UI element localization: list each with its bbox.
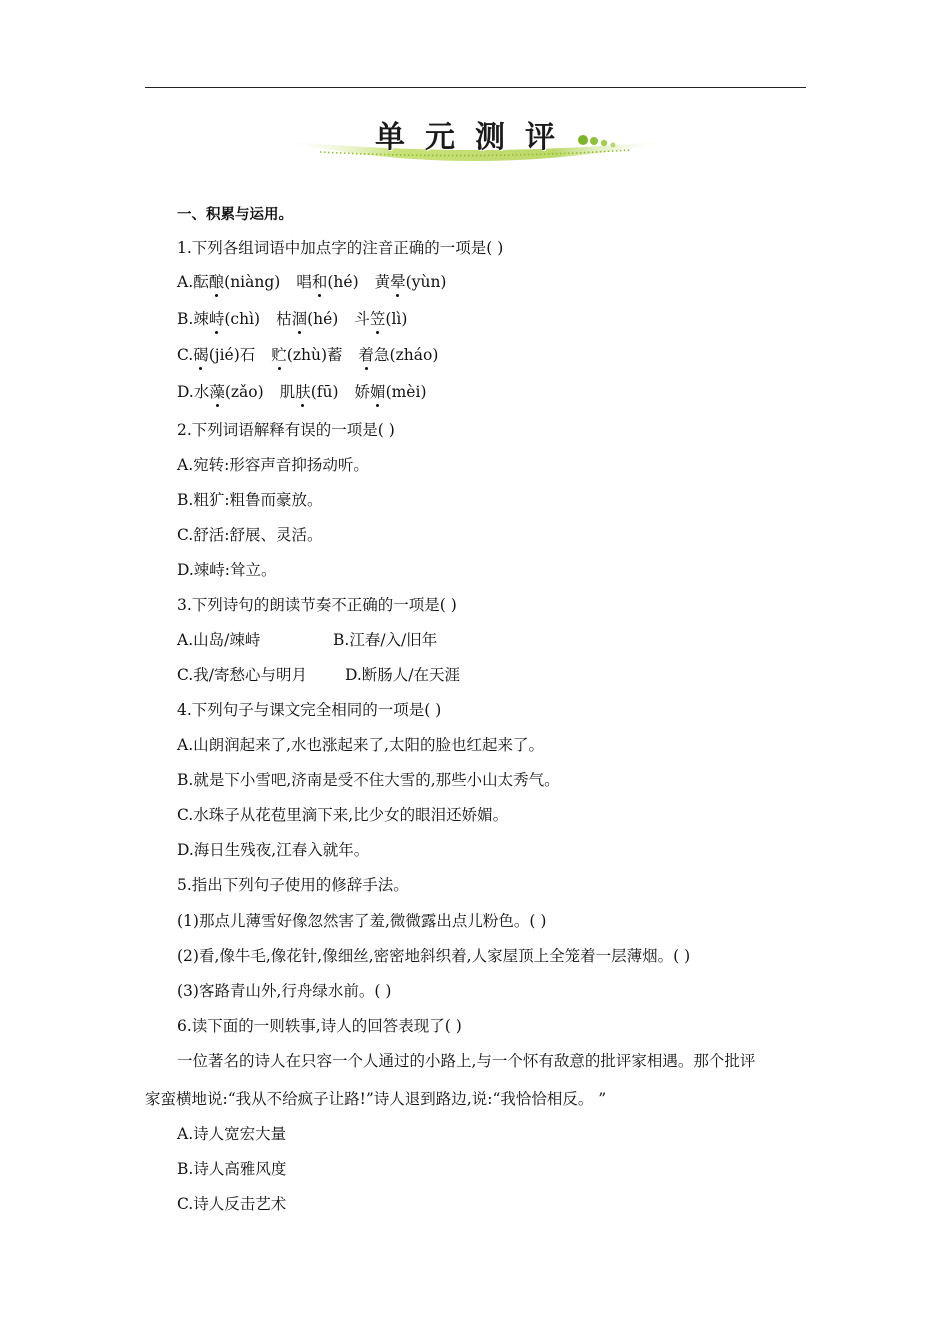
pinyin: (hé) [327,273,359,291]
pinyin: (chì) [224,310,261,328]
q3-option-b: B.江春/入/旧年 [333,631,438,649]
q2-stem: 2.下列词语解释有误的一项是( ) [177,421,395,439]
dotted-char: 肤 [295,383,311,401]
pinyin: (zǎo) [224,383,264,401]
option-letter: C. [177,346,194,364]
banner-title: 单元测评 [375,120,575,155]
pinyin: (mèi) [385,383,427,401]
q1-option-c [177,345,438,365]
dotted-char: 酿 [208,273,225,291]
q2-option-d: D.竦峙:耸立。 [177,561,277,579]
section-banner [270,110,680,172]
char: 枯 [276,310,292,328]
dotted-char: 贮 [271,346,287,364]
char: 肌 [279,383,296,401]
q4-option-d: D.海日生残夜,江春入就年。 [177,841,370,859]
q3-stem: 3.下列诗句的朗读节奏不正确的一项是( ) [177,596,457,614]
char: 娇 [354,383,371,401]
q6-option-b: B.诗人高雅风度 [177,1160,287,1178]
char: 酝 [193,273,209,291]
dotted-char: 笠 [369,310,386,328]
q6-option-c: C.诗人反击艺术 [177,1195,287,1213]
option-letter: D.水 [177,383,210,401]
option-letter: B. [177,310,194,328]
char: 竦 [193,310,209,328]
q6-passage-line-2: 家蛮横地说:“我从不给疯子让路!”诗人退到路边,说:“我恰恰相反。 ” [145,1090,607,1108]
char: 黄 [374,273,391,291]
pinyin: (fū) [310,383,339,401]
dotted-char: 碣 [193,346,209,364]
pinyin: (hé) [307,310,339,328]
pinyin: 急(zháo) [374,346,439,364]
q5-sentence-3: (3)客路青山外,行舟绿水前。( ) [177,982,392,1000]
q2-option-a: A.宛转:形容声音抑扬动听。 [177,456,369,474]
q4-option-c: C.水珠子从花苞里滴下来,比少女的眼泪还娇媚。 [177,806,509,824]
q6-option-a: A.诗人宽宏大量 [177,1125,287,1143]
dotted-char: 涸 [291,310,308,328]
dotted-char: 藻 [209,383,225,401]
q1-option-d [177,382,427,402]
dotted-char: 峙 [208,310,225,328]
q2-option-b: B.粗犷:粗鲁而豪放。 [177,491,323,509]
q4-option-b: B.就是下小雪吧,济南是受不住大雪的,那些小山太秀气。 [177,771,560,789]
header-rule [145,87,806,88]
dotted-char: 媚 [370,383,386,401]
q1-stem: 1.下列各组词语中加点字的注音正确的一项是( ) [177,239,504,257]
q2-option-c: C.舒活:舒展、灵活。 [177,526,323,544]
q6-passage-line-1: 一位著名的诗人在只容一个人通过的小路上,与一个怀有敌意的批评家相遇。那个批评 [177,1052,756,1070]
q5-stem: 5.指出下列句子使用的修辞手法。 [177,876,409,894]
pinyin: (lì) [385,310,408,328]
q3-option-d: D.断肠人/在天涯 [345,666,461,684]
q3-option-a: A.山岛/竦峙 [177,631,261,649]
q4-stem: 4.下列句子与课文完全相同的一项是( ) [177,701,442,719]
q5-sentence-2: (2)看,像牛毛,像花针,像细丝,密密地斜织着,人家屋顶上全笼着一层薄烟。( ) [177,947,691,965]
q1-option-b [177,309,407,329]
pinyin: (zhù)蓄 [286,346,343,364]
char: 斗 [354,310,370,328]
dotted-char: 着 [358,346,375,364]
q5-sentence-1: (1)那点儿薄雪好像忽然害了羞,微微露出点儿粉色。( ) [177,912,547,930]
q6-stem: 6.读下面的一则轶事,诗人的回答表现了( ) [177,1017,462,1035]
dotted-char: 晕 [390,273,406,291]
pinyin: (yùn) [405,273,447,291]
pinyin: (niàng) [224,273,281,291]
char: 唱 [296,273,312,291]
q3-option-c: C.我/寄愁心与明月 [177,666,307,684]
pinyin: (jié)石 [208,346,256,364]
q1-option-a [177,272,446,292]
section-heading: 一、积累与运用。 [177,207,293,223]
dotted-char: 和 [311,273,328,291]
q4-option-a: A.山朗润起来了,水也涨起来了,太阳的脸也红起来了。 [177,736,544,754]
option-letter: A. [177,273,194,291]
